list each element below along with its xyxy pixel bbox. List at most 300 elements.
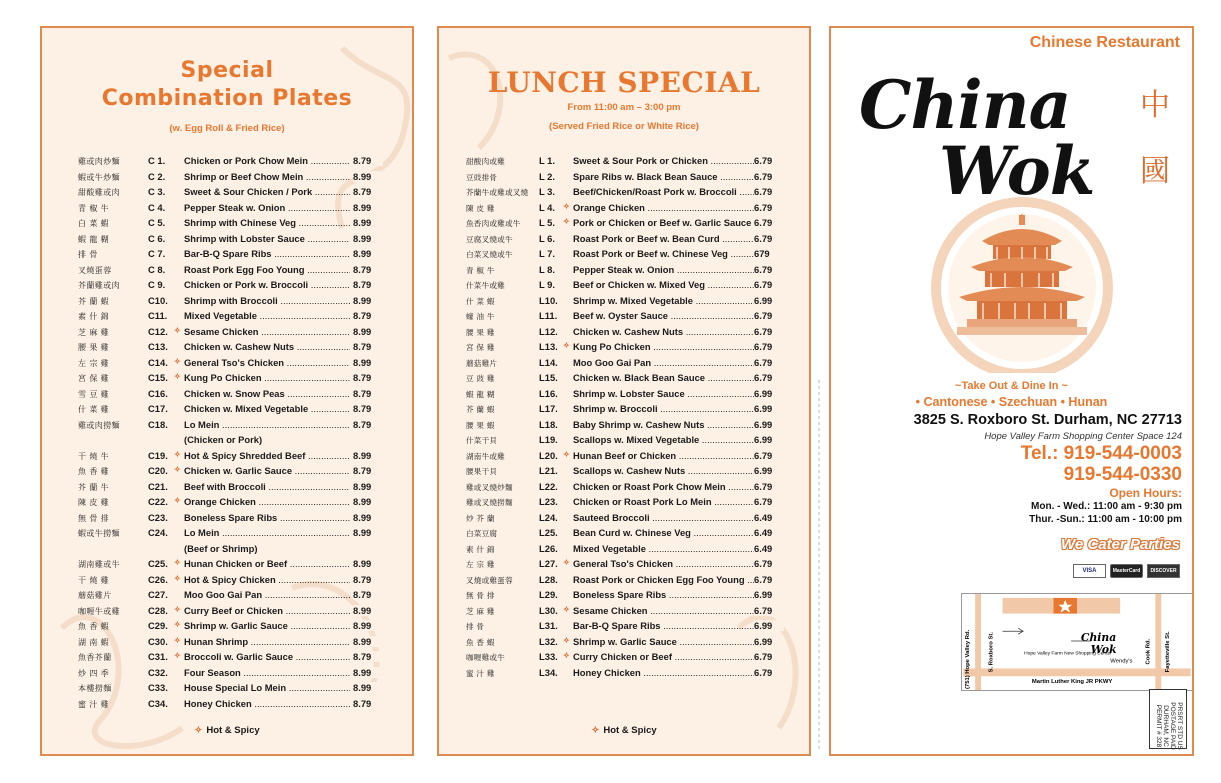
- map-logo-china: China: [1080, 631, 1117, 645]
- menu-item-chinese-name: 雞或肉炒麵: [78, 157, 120, 166]
- menu-item-chinese-name: 湖 南 蝦: [78, 637, 110, 647]
- menu-item-chinese-name: 炒 四 季: [78, 668, 110, 678]
- menu-item-row: [42, 682, 412, 698]
- chili-icon: ✧: [563, 651, 570, 660]
- menu-item-price: 6.79: [754, 186, 784, 197]
- menu-item-code: C24.: [148, 527, 168, 538]
- menu-item-chinese-name: 腰果干貝: [466, 467, 498, 476]
- menu-item-row: [42, 155, 412, 171]
- menu-item-row: [42, 527, 412, 543]
- menu-item-chinese-name: 什 菜 蝦: [466, 296, 495, 306]
- menu-item-code: L10.: [539, 294, 558, 306]
- menu-item-chinese-name: 無 骨 排: [466, 591, 495, 600]
- menu-item-price: 6.79: [754, 558, 784, 569]
- menu-item-chinese-name: 白 菜 蝦: [78, 219, 110, 228]
- chili-icon: ✧: [174, 620, 181, 629]
- menu-item-name: Moo Goo Gai Pan .....: [184, 589, 350, 600]
- menu-item-name: Spare Ribs w. Black Bean Sauce .....: [573, 171, 754, 182]
- menu-item-price: 6.79: [754, 279, 784, 290]
- menu-item-price: 8.79: [353, 465, 383, 476]
- menu-item-chinese-name: 魚 香 雞: [78, 467, 110, 476]
- menu-item-row: [42, 403, 412, 419]
- menu-item-row: [42, 558, 412, 574]
- menu-item-name: Orange Chicken .....: [573, 202, 754, 213]
- menu-item-row: [439, 388, 809, 404]
- menu-item-name: Chicken w. Garlic Sauce .....: [184, 465, 350, 476]
- menu-item-price: 8.79: [353, 372, 383, 383]
- chili-icon: ✧: [174, 573, 181, 583]
- menu-item-name: Bar-B-Q Spare Ribs .....: [184, 248, 350, 259]
- menu-item-row: [42, 434, 412, 450]
- menu-item-name: Beef/Chicken/Roast Pork w. Broccoli .....: [573, 186, 754, 197]
- menu-item-code: C32.: [148, 666, 168, 678]
- menu-item-code: C10.: [148, 294, 168, 306]
- menu-item-chinese-name: 陳 皮 雞: [466, 203, 495, 213]
- menu-item-price: 8.79: [353, 651, 383, 662]
- menu-item-row: [439, 419, 809, 435]
- menu-item-chinese-name: 腰 果 蝦: [466, 420, 495, 430]
- menu-item-price: 6.99: [754, 434, 784, 445]
- menu-item-price: 6.79: [754, 450, 784, 461]
- menu-item-price: 6.79: [754, 667, 784, 678]
- menu-item-price: 6.79: [754, 496, 784, 507]
- menu-item-name: Pork or Chicken or Beef w. Garlic Sauce .....: [573, 217, 754, 228]
- menu-item-chinese-name: 魚 香 蝦: [78, 622, 110, 631]
- menu-item-name: Roast Pork or Beef w. Bean Curd .....: [573, 233, 754, 244]
- menu-item-chinese-name: 排 骨: [466, 622, 485, 631]
- menu-item-code: L22.: [539, 480, 558, 492]
- menu-item-name: Shrimp w. Lobster Sauce .....: [573, 388, 754, 399]
- menu-item-row: [439, 248, 809, 264]
- hot-spicy-label: Hot & Spicy: [603, 725, 657, 736]
- menu-item-chinese-name: 青 椒 牛: [466, 265, 495, 275]
- menu-item-chinese-name: 豆腐叉燒或牛: [466, 234, 513, 244]
- menu-item-row: [42, 512, 412, 528]
- menu-item-chinese-name: 魚香肉或雞或牛: [466, 219, 521, 228]
- menu-item-name: Beef or Chicken w. Mixed Veg .....: [573, 279, 754, 290]
- chili-icon: ✧: [591, 725, 600, 736]
- menu-item-code: L34.: [539, 666, 558, 678]
- menu-item-row: [439, 326, 809, 342]
- menu-item-row: [42, 543, 412, 559]
- pagoda-illustration: [927, 193, 1117, 373]
- menu-item-price: 8.99: [353, 171, 383, 182]
- menu-item-chinese-name: 甜酸肉或雞: [466, 157, 505, 166]
- menu-item-row: [42, 202, 412, 218]
- menu-item-price: 8.99: [353, 248, 383, 259]
- menu-item-price: 6.79: [754, 326, 784, 337]
- menu-item-code: C26.: [148, 573, 168, 585]
- menu-item-row: [439, 155, 809, 171]
- phone-2: 919-544-0330: [1063, 464, 1182, 485]
- menu-item-name: Chicken or Pork Chow Mein .....: [184, 155, 350, 166]
- menu-item-row: [42, 279, 412, 295]
- menu-item-name: Chicken w. Snow Peas .....: [184, 388, 350, 399]
- menu-item-name: Roast Pork Egg Foo Young .....: [184, 264, 350, 275]
- hours-thu-sun: Thur. -Sun.: 11:00 am - 10:00 pm: [1029, 514, 1182, 525]
- menu-item-row: [42, 667, 412, 683]
- menu-item-name: Hot & Spicy Shredded Beef .....: [184, 450, 350, 461]
- menu-item-name: Beef with Broccoli .....: [184, 481, 350, 492]
- menu-item-chinese-name: 干 燒 牛: [78, 451, 110, 461]
- menu-item-price: 6.99: [754, 589, 784, 600]
- menu-item-chinese-name: 蝦或牛撈麵: [78, 529, 120, 538]
- menu-item-chinese-name: 左 宗 雞: [466, 560, 495, 569]
- discover-card-icon: DISCOVER: [1147, 564, 1180, 578]
- hours-heading: Open Hours:: [1109, 486, 1182, 500]
- menu-item-code: L 1.: [539, 155, 555, 166]
- menu-item-row: [42, 465, 412, 481]
- menu-item-name: Pepper Steak w. Onion .....: [573, 264, 754, 275]
- chili-icon: ✧: [563, 635, 570, 645]
- menu-item-code: C 9.: [148, 279, 166, 290]
- menu-item-row: [42, 574, 412, 590]
- menu-item-chinese-name: 魚 香 蝦: [466, 637, 495, 647]
- menu-item-code: L17.: [539, 403, 558, 414]
- location-map: [961, 593, 1193, 691]
- menu-item-price: 8.99: [353, 496, 383, 507]
- menu-item-code: L30.: [539, 604, 558, 616]
- menu-item-chinese-name: 蝦 龍 糊: [466, 389, 495, 399]
- menu-item-row: [42, 217, 412, 233]
- lunch-menu-list: [439, 155, 809, 682]
- menu-item-name: Mixed Vegetable .....: [573, 543, 754, 554]
- menu-item-chinese-name: 本樓撈麵: [78, 684, 112, 693]
- menu-item-code: L 3.: [539, 186, 555, 197]
- menu-item-code: C30.: [148, 635, 168, 647]
- menu-item-price: 8.79: [353, 419, 383, 430]
- menu-item-row: [439, 496, 809, 512]
- menu-item-price: 8.79: [353, 403, 383, 414]
- menu-item-row: [439, 527, 809, 543]
- menu-item-name: Sweet & Sour Pork or Chicken .....: [573, 155, 754, 166]
- menu-item-row: [42, 264, 412, 280]
- menu-item-chinese-name: 蜜 汁 雞: [78, 699, 110, 709]
- menu-item-chinese-name: 芥蘭牛或雞或叉燒: [466, 188, 529, 197]
- menu-item-name: Curry Beef or Chicken .....: [184, 605, 350, 616]
- menu-item-chinese-name: 叉燒蛋蓉: [78, 265, 112, 275]
- menu-item-price: 8.99: [353, 481, 383, 492]
- menu-item-code: C27.: [148, 589, 168, 600]
- menu-item-code: C31.: [148, 651, 168, 662]
- menu-item-code: L11.: [539, 310, 558, 321]
- menu-item-name: General Tso's Chicken .....: [573, 558, 754, 569]
- chili-icon: ✧: [563, 449, 570, 459]
- menu-item-price: 8.79: [353, 698, 383, 709]
- menu-item-row: [439, 217, 809, 233]
- menu-item-chinese-name: 芥 蘭 蝦: [466, 405, 495, 414]
- menu-item-name: Sesame Chicken .....: [184, 326, 350, 337]
- menu-item-code: L21.: [539, 465, 558, 476]
- printer-imprint: [814, 380, 824, 750]
- menu-item-code: L16.: [539, 387, 558, 399]
- menu-item-price: 679: [754, 248, 784, 259]
- menu-item-code: C34.: [148, 697, 168, 709]
- menu-item-code: L26.: [539, 542, 558, 554]
- chili-icon: ✧: [194, 725, 203, 736]
- menu-item-code: C23.: [148, 511, 168, 523]
- menu-item-chinese-name: 無 骨 排: [78, 513, 110, 523]
- menu-item-row: [42, 698, 412, 714]
- menu-item-name: Lo Mein .....: [184, 527, 350, 538]
- menu-item-name: Hot & Spicy Chicken .....: [184, 574, 350, 585]
- menu-item-code: C19.: [148, 449, 168, 461]
- menu-item-price: 6.79: [754, 372, 784, 383]
- menu-item-chinese-name: 芥 蘭 蝦: [78, 296, 110, 306]
- menu-item-row: [42, 295, 412, 311]
- lunch-rice-subtitle: (Served Fried Rice or White Rice): [549, 121, 699, 132]
- chili-icon: ✧: [174, 558, 181, 567]
- menu-item-chinese-name: 宮 保 雞: [78, 374, 110, 383]
- menu-item-code: L29.: [539, 589, 558, 600]
- menu-item-chinese-name: 蠔 油 牛: [466, 312, 495, 321]
- menu-item-code: L33.: [539, 651, 558, 662]
- menu-item-row: [42, 496, 412, 512]
- chili-icon: ✧: [174, 651, 181, 660]
- map-wendys: Wendy's: [1110, 658, 1133, 665]
- menu-item-row: [439, 512, 809, 528]
- menu-item-name: Hunan Chicken or Beef .....: [184, 558, 350, 569]
- menu-item-name: Chicken w. Cashew Nuts .....: [573, 326, 754, 337]
- menu-item-name: Scallops w. Mixed Vegetable .....: [573, 434, 754, 445]
- menu-item-name: (Beef or Shrimp): [184, 542, 258, 554]
- menu-item-row: [439, 233, 809, 249]
- menu-item-chinese-name: 什菜牛或雞: [466, 281, 505, 290]
- menu-item-price: 6.49: [754, 527, 784, 538]
- menu-item-price: 8.99: [353, 667, 383, 678]
- chili-icon: ✧: [563, 604, 570, 614]
- menu-item-name: Shrimp w. Garlic Sauce .....: [184, 620, 350, 631]
- menu-item-row: [42, 636, 412, 652]
- menu-item-row: [439, 574, 809, 590]
- postage-text: PRSRT STD US POSTAGE PAID DURHAM, NC PERMIT # 328: [1155, 702, 1183, 750]
- menu-item-name: Lo Mein .....: [184, 419, 350, 430]
- menu-item-chinese-name: 蝦或牛炒麵: [78, 172, 120, 182]
- menu-item-price: 6.99: [754, 295, 784, 306]
- menu-item-name: House Special Lo Mein .....: [184, 682, 350, 693]
- menu-item-code: C11.: [148, 310, 168, 321]
- hot-spicy-legend: [439, 725, 809, 736]
- menu-item-code: C 7.: [148, 248, 166, 259]
- map-road-fayetteville: Fayetteville St.: [1165, 631, 1172, 673]
- menu-item-price: 6.99: [754, 636, 784, 647]
- menu-item-name: General Tso's Chicken .....: [184, 357, 350, 368]
- menu-item-row: [439, 279, 809, 295]
- menu-item-chinese-name: 咖喱牛或雞: [78, 606, 120, 616]
- menu-item-code: C 4.: [148, 201, 166, 213]
- menu-item-price: 8.99: [353, 558, 383, 569]
- menu-item-name: Shrimp with Broccoli .....: [184, 295, 350, 306]
- menu-item-price: 8.79: [353, 264, 383, 275]
- menu-item-chinese-name: 魚香芥蘭: [78, 653, 112, 662]
- menu-item-code: C15.: [148, 372, 168, 383]
- menu-item-code: L 9.: [539, 279, 555, 290]
- combination-subtitle: (w. Egg Roll & Fried Rice): [169, 123, 285, 134]
- menu-item-price: 8.79: [353, 341, 383, 352]
- menu-item-code: C14.: [148, 356, 168, 368]
- menu-item-name: Shrimp w. Mixed Vegetable .....: [573, 295, 754, 306]
- cuisine-styles: • Cantonese • Szechuan • Hunan: [915, 395, 1108, 409]
- menu-item-row: [439, 310, 809, 326]
- menu-item-chinese-name: 陳 皮 雞: [78, 498, 110, 507]
- chili-icon: ✧: [174, 604, 181, 614]
- menu-item-row: [42, 186, 412, 202]
- map-road-roxboro: S. Roxboro St.: [988, 631, 995, 673]
- restaurant-type-heading: Chinese Restaurant: [1029, 34, 1180, 51]
- menu-item-name: Shrimp w. Broccoli .....: [573, 403, 754, 414]
- chili-icon: ✧: [174, 356, 181, 366]
- menu-item-chinese-name: 蝦 龍 糊: [78, 234, 110, 244]
- chili-icon: ✧: [563, 217, 570, 226]
- menu-item-name: Hunan Shrimp .....: [184, 636, 350, 647]
- menu-item-name: Bar-B-Q Spare Ribs .....: [573, 620, 754, 631]
- menu-item-name: Scallops w. Cashew Nuts .....: [573, 465, 754, 476]
- menu-item-code: C17.: [148, 403, 168, 414]
- menu-item-price: 6.79: [754, 171, 784, 182]
- menu-item-chinese-name: 腰 果 雞: [466, 327, 495, 337]
- menu-item-chinese-name: 芥 蘭 牛: [78, 482, 110, 492]
- menu-item-code: C18.: [148, 418, 168, 430]
- menu-item-name: Shrimp w. Garlic Sauce .....: [573, 636, 754, 647]
- menu-item-row: [42, 651, 412, 667]
- menu-item-code: L15.: [539, 372, 558, 383]
- chili-icon: ✧: [563, 558, 570, 567]
- map-road-hope-valley: (751) Hope Valley Rd.: [965, 629, 972, 690]
- menu-item-price: 8.99: [353, 217, 383, 228]
- menu-item-code: C 8.: [148, 263, 166, 275]
- menu-item-chinese-name: 炒 芥 蘭: [466, 513, 495, 523]
- menu-item-chinese-name: 甜酸雞或肉: [78, 188, 120, 197]
- menu-item-row: [439, 434, 809, 450]
- menu-item-chinese-name: 排 骨: [78, 250, 98, 259]
- logo-wok: Wok: [939, 132, 1095, 210]
- menu-item-code: L 7.: [539, 248, 555, 259]
- lunch-special-panel: [437, 26, 811, 756]
- menu-item-code: C20.: [148, 465, 168, 476]
- menu-item-code: L 4.: [539, 201, 555, 213]
- menu-item-price: 8.99: [353, 326, 383, 337]
- menu-item-row: [42, 388, 412, 404]
- mastercard-icon: MasterCard: [1110, 564, 1143, 578]
- menu-item-row: [42, 171, 412, 187]
- menu-item-code: C28.: [148, 604, 168, 616]
- menu-item-row: [439, 341, 809, 357]
- menu-item-chinese-name: 雞或叉燒撈麵: [466, 498, 513, 507]
- menu-item-row: [42, 620, 412, 636]
- menu-item-name: Chicken w. Black Bean Sauce .....: [573, 372, 754, 383]
- menu-item-name: Mixed Vegetable .....: [184, 310, 350, 321]
- hot-spicy-legend: [42, 725, 412, 736]
- menu-item-code: L 2.: [539, 170, 555, 182]
- menu-item-name: Sweet & Sour Chicken / Pork .....: [184, 186, 350, 197]
- menu-item-chinese-name: 干 燒 雞: [78, 575, 110, 585]
- menu-item-code: L20.: [539, 449, 558, 461]
- menu-item-chinese-name: 素 什 錦: [466, 544, 495, 554]
- menu-item-price: 8.99: [353, 527, 383, 538]
- menu-item-name: Chicken w. Cashew Nuts .....: [184, 341, 350, 352]
- menu-item-chinese-name: 白菜叉燒或牛: [466, 250, 513, 259]
- menu-item-code: L 6.: [539, 232, 555, 244]
- menu-item-row: [439, 465, 809, 481]
- menu-item-name: Boneless Spare Ribs .....: [184, 512, 350, 523]
- menu-item-code: L18.: [539, 418, 558, 430]
- menu-item-chinese-name: 蘑菇雞片: [466, 358, 498, 368]
- chili-icon: ✧: [174, 496, 181, 505]
- menu-item-chinese-name: 蜜 汁 雞: [466, 668, 495, 678]
- menu-item-row: [439, 667, 809, 683]
- map-road-cook: Cook Rd.: [1145, 638, 1152, 665]
- menu-item-code: L28.: [539, 573, 558, 585]
- menu-item-code: C 6.: [148, 232, 166, 244]
- menu-item-row: [42, 589, 412, 605]
- menu-item-chinese-name: 湖南牛或雞: [466, 451, 505, 461]
- menu-item-code: C12.: [148, 325, 168, 337]
- menu-item-price: 8.99: [353, 202, 383, 213]
- payment-cards: [1073, 564, 1180, 578]
- menu-item-chinese-name: 芝 麻 雞: [466, 606, 495, 616]
- menu-item-name: Pepper Steak w. Onion .....: [184, 202, 350, 213]
- menu-item-price: 8.79: [353, 310, 383, 321]
- menu-item-row: [439, 605, 809, 621]
- menu-item-price: 8.79: [353, 574, 383, 585]
- menu-item-code: L19.: [539, 434, 558, 445]
- menu-item-price: 8.99: [353, 233, 383, 244]
- catering-banner: We Cater Parties: [1061, 536, 1180, 553]
- menu-item-chinese-name: 蘑菇雞片: [78, 591, 112, 600]
- menu-item-name: Shrimp with Chinese Veg .....: [184, 217, 350, 228]
- menu-item-price: 6.79: [754, 341, 784, 352]
- menu-item-code: L14.: [539, 356, 558, 368]
- menu-item-code: C21.: [148, 480, 168, 492]
- menu-item-chinese-name: 豆 豉 雞: [466, 374, 495, 383]
- combination-title-line1: Special: [180, 58, 274, 83]
- menu-item-chinese-name: 咖喱雞或牛: [466, 653, 505, 662]
- menu-item-name: Four Season .....: [184, 667, 350, 678]
- menu-item-name: Kung Po Chicken .....: [184, 372, 350, 383]
- menu-item-price: 8.79: [353, 279, 383, 290]
- menu-item-row: [439, 186, 809, 202]
- phone-1: Tel.: 919-544-0003: [1020, 443, 1182, 464]
- menu-item-name: Roast Pork or Beef w. Chinese Veg .....: [573, 248, 754, 259]
- menu-item-price: 8.79: [353, 589, 383, 600]
- menu-item-row: [42, 326, 412, 342]
- menu-item-name: Shrimp or Beef Chow Mein .....: [184, 171, 350, 182]
- menu-item-row: [439, 403, 809, 419]
- menu-item-code: C16.: [148, 387, 168, 399]
- menu-item-row: [42, 450, 412, 466]
- menu-item-chinese-name: 左 宗 雞: [78, 358, 110, 368]
- menu-item-price: 6.79: [754, 605, 784, 616]
- lunch-special-title: LUNCH SPECIAL: [487, 66, 761, 99]
- menu-item-code: C 1.: [148, 155, 166, 166]
- menu-item-name: Chicken or Pork w. Broccoli .....: [184, 279, 350, 290]
- menu-item-chinese-name: 雞或叉燒炒麵: [466, 482, 513, 492]
- chili-icon: ✧: [174, 372, 181, 381]
- menu-item-row: [439, 558, 809, 574]
- menu-item-code: L13.: [539, 341, 558, 352]
- menu-item-code: L 8.: [539, 263, 555, 275]
- menu-item-price: 6.99: [754, 465, 784, 476]
- menu-item-row: [42, 357, 412, 373]
- menu-item-code: C 2.: [148, 170, 166, 182]
- takeout-dinein: ~Take Out & Dine In ~: [955, 380, 1068, 392]
- chili-icon: ✧: [174, 449, 181, 459]
- menu-item-row: [42, 372, 412, 388]
- menu-item-price: 6.49: [754, 543, 784, 554]
- restaurant-info-panel: [829, 26, 1194, 756]
- menu-item-row: [439, 264, 809, 280]
- menu-item-price: 6.99: [754, 403, 784, 414]
